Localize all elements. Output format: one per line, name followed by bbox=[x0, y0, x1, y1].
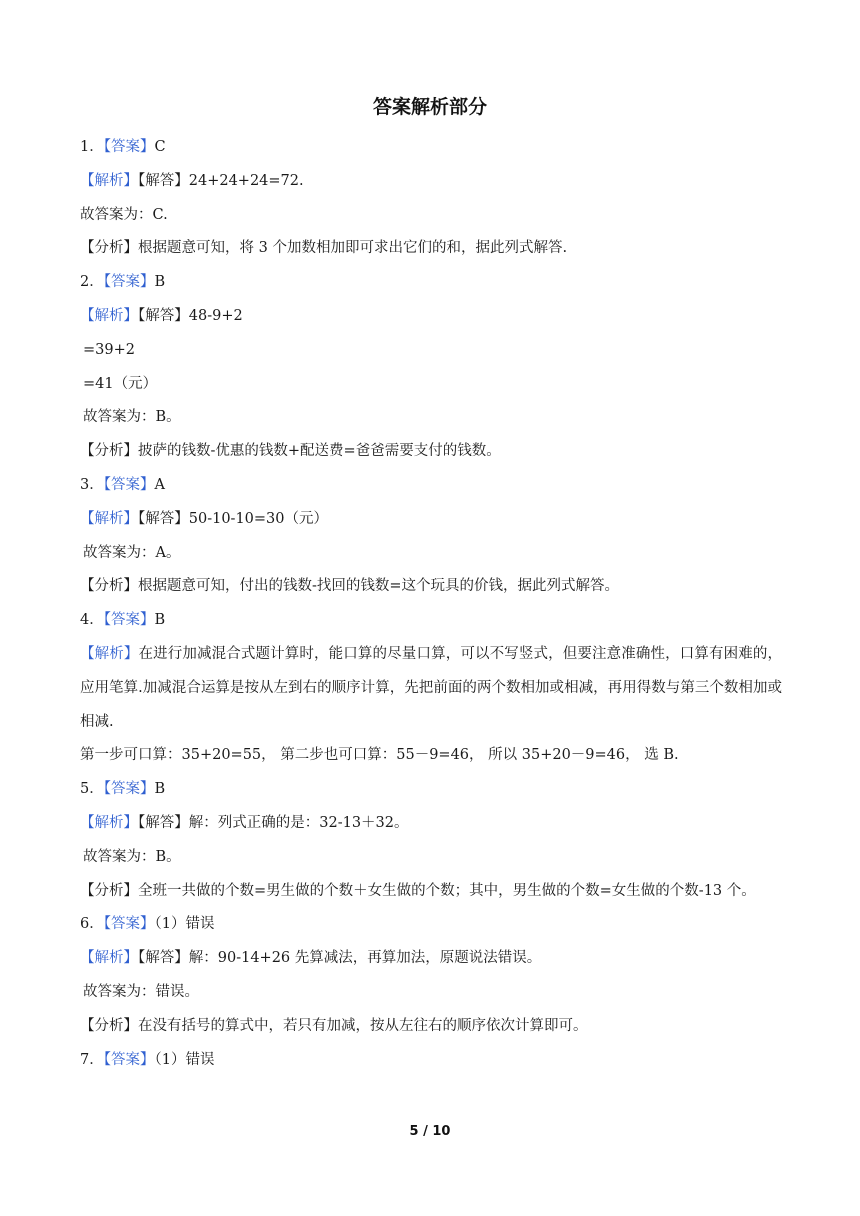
q5-fenxi-paragraph bbox=[80, 875, 782, 909]
q5-number: 5． bbox=[80, 781, 104, 798]
q6-fenxi: 在没有括号的算式中，若只有加减，按从左往右的顺序依次计算即可。 bbox=[138, 1017, 588, 1034]
q6-fenxi-line bbox=[80, 1010, 782, 1044]
fenxi-label: 【分析】 bbox=[80, 882, 138, 899]
q1-jiexi-line bbox=[80, 165, 782, 199]
q2-answer: B bbox=[154, 274, 166, 291]
q3-fenxi: 根据题意可知，付出的钱数-找回的钱数=这个玩具的价钱，据此列式解答。 bbox=[138, 578, 620, 595]
q1-answer: C bbox=[154, 139, 166, 155]
jiexi-label: 【解析】 bbox=[80, 645, 139, 662]
q6-number: 6． bbox=[80, 916, 104, 933]
jieda-label: 【解答】 bbox=[138, 814, 189, 831]
q1-fenxi-line bbox=[80, 232, 782, 266]
q1-answer-line bbox=[80, 131, 782, 165]
page-title: 答案解析部分 bbox=[372, 96, 487, 118]
jieda-label: 【解答】 bbox=[138, 510, 189, 527]
fenxi-label: 【分析】 bbox=[80, 578, 138, 595]
jiexi-label: 【解析】 bbox=[80, 510, 138, 527]
q6-conclusion: 故答案为：错误。 bbox=[83, 983, 199, 1000]
q4-answer: B bbox=[154, 612, 166, 629]
q4-number: 4． bbox=[80, 612, 104, 629]
q3-number: 3． bbox=[80, 476, 104, 493]
q5-conclusion: 故答案为：B。 bbox=[83, 848, 181, 865]
q1-number: 1． bbox=[80, 139, 104, 155]
jiexi-label: 【解析】 bbox=[80, 950, 138, 967]
fenxi-label: 【分析】 bbox=[80, 240, 138, 257]
q4-answer-line bbox=[80, 604, 782, 638]
q3-answer-line bbox=[80, 469, 782, 503]
answer-label: 【答案】 bbox=[103, 916, 155, 933]
answer-label: 【答案】 bbox=[103, 1051, 155, 1068]
q2-jiexi-line bbox=[80, 300, 782, 334]
q3-answer: A bbox=[154, 476, 165, 493]
q2-fenxi-line bbox=[80, 435, 782, 469]
q5-jiexi-line bbox=[80, 807, 782, 841]
jieda-label: 【解答】 bbox=[138, 950, 189, 967]
q2-fenxi: 披萨的钱数-优惠的钱数+配送费=爸爸需要支付的钱数。 bbox=[138, 443, 501, 460]
q6-answer-line bbox=[80, 908, 782, 942]
q4-steps: 第一步可口算：35+20=55， 第二步也可口算：55－9=46， 所以 35+20－9=46， 选 B. bbox=[80, 747, 679, 764]
q6-jiexi-line bbox=[80, 942, 782, 976]
q4-jiexi: 在进行加减混合式题计算时，能口算的尽量口算，可以不写竖式，但要注意准确性，口算有困难的，应用笔算.加减混合运算是按从左到右的顺序计算，先把前面的两个数相加或相减，再用得数与第三个数相加或相减. bbox=[80, 645, 783, 730]
jiexi-label: 【解析】 bbox=[80, 172, 138, 189]
jiexi-label: 【解析】 bbox=[80, 814, 138, 831]
q7-answer-line bbox=[80, 1044, 782, 1078]
q7-answer: （1）错误 bbox=[154, 1051, 215, 1068]
q5-jieda: 解：列式正确的是：32-13＋32。 bbox=[188, 814, 409, 831]
q1-conclusion: 故答案为：C. bbox=[80, 206, 168, 223]
q3-fenxi-line bbox=[80, 570, 782, 604]
q6-jieda: 解：90-14+26 先算减法，再算加法，原题说法错误。 bbox=[188, 950, 542, 967]
q1-jieda: 24+24+24=72. bbox=[188, 172, 304, 189]
q5-answer-line bbox=[80, 773, 782, 807]
q3-conclusion: 故答案为：A。 bbox=[83, 544, 181, 561]
q2-jieda: 48-9+2 bbox=[188, 307, 243, 324]
answer-label: 【答案】 bbox=[103, 139, 155, 155]
jieda-label: 【解答】 bbox=[138, 307, 189, 324]
answer-label: 【答案】 bbox=[103, 781, 155, 798]
fenxi-label: 【分析】 bbox=[80, 443, 138, 460]
jiexi-label: 【解析】 bbox=[80, 307, 138, 324]
q6-answer: （1）错误 bbox=[154, 916, 215, 933]
q2-step2: =41（元） bbox=[83, 375, 158, 392]
answer-label: 【答案】 bbox=[103, 274, 155, 291]
page-number: 5 / 10 bbox=[409, 1124, 451, 1139]
q5-answer: B bbox=[154, 781, 166, 798]
jieda-label: 【解答】 bbox=[138, 172, 189, 189]
q2-step1: =39+2 bbox=[83, 341, 135, 358]
answer-label: 【答案】 bbox=[103, 612, 155, 629]
q3-jieda: 50-10-10=30（元） bbox=[188, 510, 329, 527]
q4-jiexi-paragraph bbox=[80, 638, 782, 739]
q3-jiexi-line bbox=[80, 503, 782, 537]
q2-number: 2． bbox=[80, 274, 104, 291]
fenxi-label: 【分析】 bbox=[80, 1017, 138, 1034]
answer-list bbox=[80, 131, 782, 1077]
q2-answer-line bbox=[80, 266, 782, 300]
answer-label: 【答案】 bbox=[103, 476, 155, 493]
q1-fenxi: 根据题意可知，将 3 个加数相加即可求出它们的和，据此列式解答. bbox=[138, 240, 568, 257]
q5-fenxi: 全班一共做的个数=男生做的个数＋女生做的个数；其中，男生做的个数=女生做的个数-13 个。 bbox=[138, 882, 756, 899]
q7-number: 7． bbox=[80, 1051, 104, 1068]
q2-conclusion: 故答案为：B。 bbox=[83, 409, 181, 426]
